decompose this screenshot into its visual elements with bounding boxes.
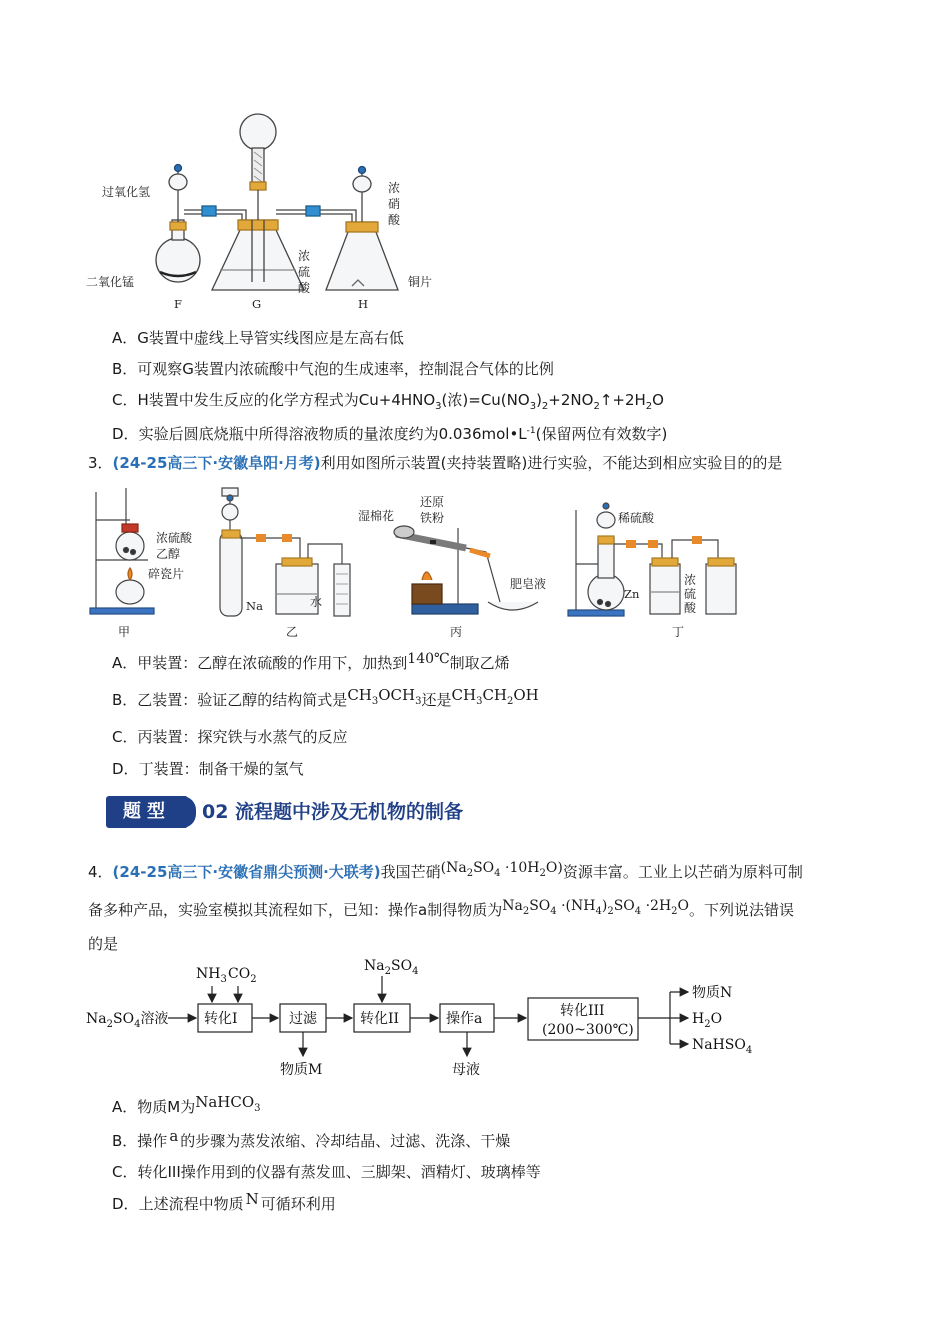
q4-stem-line3: 的是 bbox=[88, 935, 119, 953]
q2-option-b[interactable]: B．可观察G装置内浓硫酸中气泡的生成速率，控制混合气体的比例 bbox=[112, 360, 554, 378]
q4-source: (24-25高三下·安徽省鼎尖预测·大联考) bbox=[112, 863, 381, 881]
label-porcelain: 碎瓷片 bbox=[148, 567, 185, 581]
label-ethanol: 乙醇 bbox=[156, 547, 181, 561]
label-soap: 肥皂液 bbox=[510, 577, 547, 591]
label-ding: 丁 bbox=[672, 625, 685, 639]
q3-stem: 3．(24-25高三下·安徽阜阳·月考)利用如图所示装置(夹持装置略)进行实验，不能达到相应实验目的的是 bbox=[88, 454, 783, 472]
q3-source: (24-25高三下·安徽阜阳·月考) bbox=[112, 454, 321, 472]
flow-out-h2o: $H_2O$ bbox=[692, 1011, 723, 1030]
product-formula: $Na_2SO_4 \cdot(NH_4)_2SO_4 \cdot 2H_2O$ bbox=[502, 898, 690, 917]
flowchart bbox=[84, 956, 784, 1086]
label-cotton: 湿棉花 bbox=[358, 509, 395, 523]
svg-text:酸: 酸 bbox=[388, 213, 401, 227]
label-conc-1: 浓 bbox=[684, 573, 697, 587]
label-G: G bbox=[252, 297, 262, 311]
label-conc-3: 酸 bbox=[684, 601, 697, 615]
label-copper: 铜片 bbox=[408, 275, 433, 289]
q4-option-a[interactable]: A．物质M为NaHCO$_3$ bbox=[112, 1093, 261, 1116]
label-F: F bbox=[174, 297, 182, 311]
label-dilute-h2so4: 稀硫酸 bbox=[618, 511, 655, 525]
q4-option-c[interactable]: C．转化III操作用到的仪器有蒸发皿、三脚架、酒精灯、玻璃棒等 bbox=[112, 1163, 541, 1181]
svg-text:硫: 硫 bbox=[298, 265, 311, 279]
q4-option-d[interactable]: D．上述流程中物质 N 可循环利用 bbox=[112, 1190, 336, 1213]
apparatus-figure-q3 bbox=[86, 484, 756, 644]
flow-out-m: 物质M bbox=[280, 1062, 323, 1078]
section-title: 02 流程题中涉及无机物的制备 bbox=[202, 801, 464, 823]
q2-option-c[interactable]: C．H装置中发生反应的化学方程式为$Cu+4HNO_3$(浓)$=Cu(NO_3)_2+2NO_2↑+2H_2O$ bbox=[112, 391, 664, 412]
label-h2o2: 过氧化氢 bbox=[102, 185, 151, 199]
q3-option-d[interactable]: D．丁装置：制备干燥的氢气 bbox=[112, 760, 304, 778]
flow-step-1: 转化I bbox=[204, 1011, 238, 1027]
q4-option-b[interactable]: B．操作 a 的步骤为蒸发浓缩、冷却结晶、过滤、洗涤、干燥 bbox=[112, 1127, 511, 1150]
label-conc-h2so4-jia: 浓硫酸 bbox=[156, 531, 193, 545]
flow-step-2: 过滤 bbox=[289, 1011, 317, 1027]
q4-stem-line1: 4．(24-25高三下·安徽省鼎尖预测·大联考)我国芒硝$(Na_2SO_4 \cdot 10H_2O)$资源丰富。工业上以芒硝为原料可制 bbox=[88, 860, 803, 881]
label-water: 水 bbox=[310, 595, 323, 609]
flow-na2so4-top: $Na_2SO_4$ bbox=[364, 958, 419, 977]
label-mno2: 二氧化锰 bbox=[86, 275, 135, 289]
flow-out-n: 物质N bbox=[692, 985, 733, 1001]
label-fe-line2: 铁粉 bbox=[420, 511, 445, 525]
flow-co2: $CO_2$ bbox=[228, 966, 257, 985]
mangxiao-formula: $(Na_2SO_4 \cdot 10H_2O)$ bbox=[440, 860, 563, 879]
label-na: Na bbox=[246, 599, 263, 613]
svg-text:酸: 酸 bbox=[298, 281, 311, 295]
svg-text:浓: 浓 bbox=[388, 181, 401, 195]
banner-tag: 题型 bbox=[106, 796, 188, 828]
q2-option-d[interactable]: D．实验后圆底烧瓶中所得溶液物质的量浓度约为$0.036mol•L^{-1}$(保留两位有效数字) bbox=[112, 425, 668, 443]
label-conc-2: 硫 bbox=[684, 587, 697, 601]
apparatus-figure-fgh bbox=[80, 110, 440, 315]
flow-out-mother: 母液 bbox=[452, 1062, 480, 1078]
svg-text:浓: 浓 bbox=[298, 249, 311, 263]
flow-step-5-line2: (200~300℃) bbox=[542, 1022, 634, 1038]
flow-input: $Na_2SO_4$溶液 bbox=[86, 1011, 169, 1030]
flow-step-5-line1: 转化III bbox=[560, 1003, 605, 1019]
flow-step-4: 操作a bbox=[446, 1011, 483, 1027]
label-bing: 丙 bbox=[450, 625, 463, 639]
q2-option-a[interactable]: A．G装置中虚线上导管实线图应是左高右低 bbox=[112, 329, 404, 347]
label-jia: 甲 bbox=[118, 625, 131, 639]
label-yi: 乙 bbox=[286, 625, 299, 639]
section-banner bbox=[106, 792, 846, 832]
label-fe-line1: 还原 bbox=[420, 495, 445, 509]
label-conc-hno3 bbox=[388, 181, 401, 227]
label-zn: Zn bbox=[624, 587, 640, 601]
flow-out-nahso4: NaHSO$_4$ bbox=[692, 1037, 753, 1056]
q4-stem-line2: 备多种产品，实验室模拟其流程如下，已知：操作a制得物质为$Na_2SO_4 \cdot(NH_4)_2SO_4 \cdot 2H_2O$。下列说法错误 bbox=[88, 898, 795, 919]
flow-step-3: 转化II bbox=[360, 1011, 400, 1027]
q3-option-b[interactable]: B．乙装置：验证乙醇的结构简式是$CH_3OCH_3$还是$CH_3CH_2OH$ bbox=[112, 686, 539, 709]
q3-option-a[interactable]: A．甲装置：乙醇在浓硫酸的作用下，加热到140℃制取乙烯 bbox=[112, 651, 510, 672]
label-H: H bbox=[358, 297, 369, 311]
flow-nh3: $NH_3$ bbox=[196, 966, 227, 985]
label-conc-h2so4 bbox=[298, 249, 311, 295]
q3-option-c[interactable]: C．丙装置：探究铁与水蒸气的反应 bbox=[112, 728, 348, 746]
svg-text:硝: 硝 bbox=[388, 197, 401, 211]
